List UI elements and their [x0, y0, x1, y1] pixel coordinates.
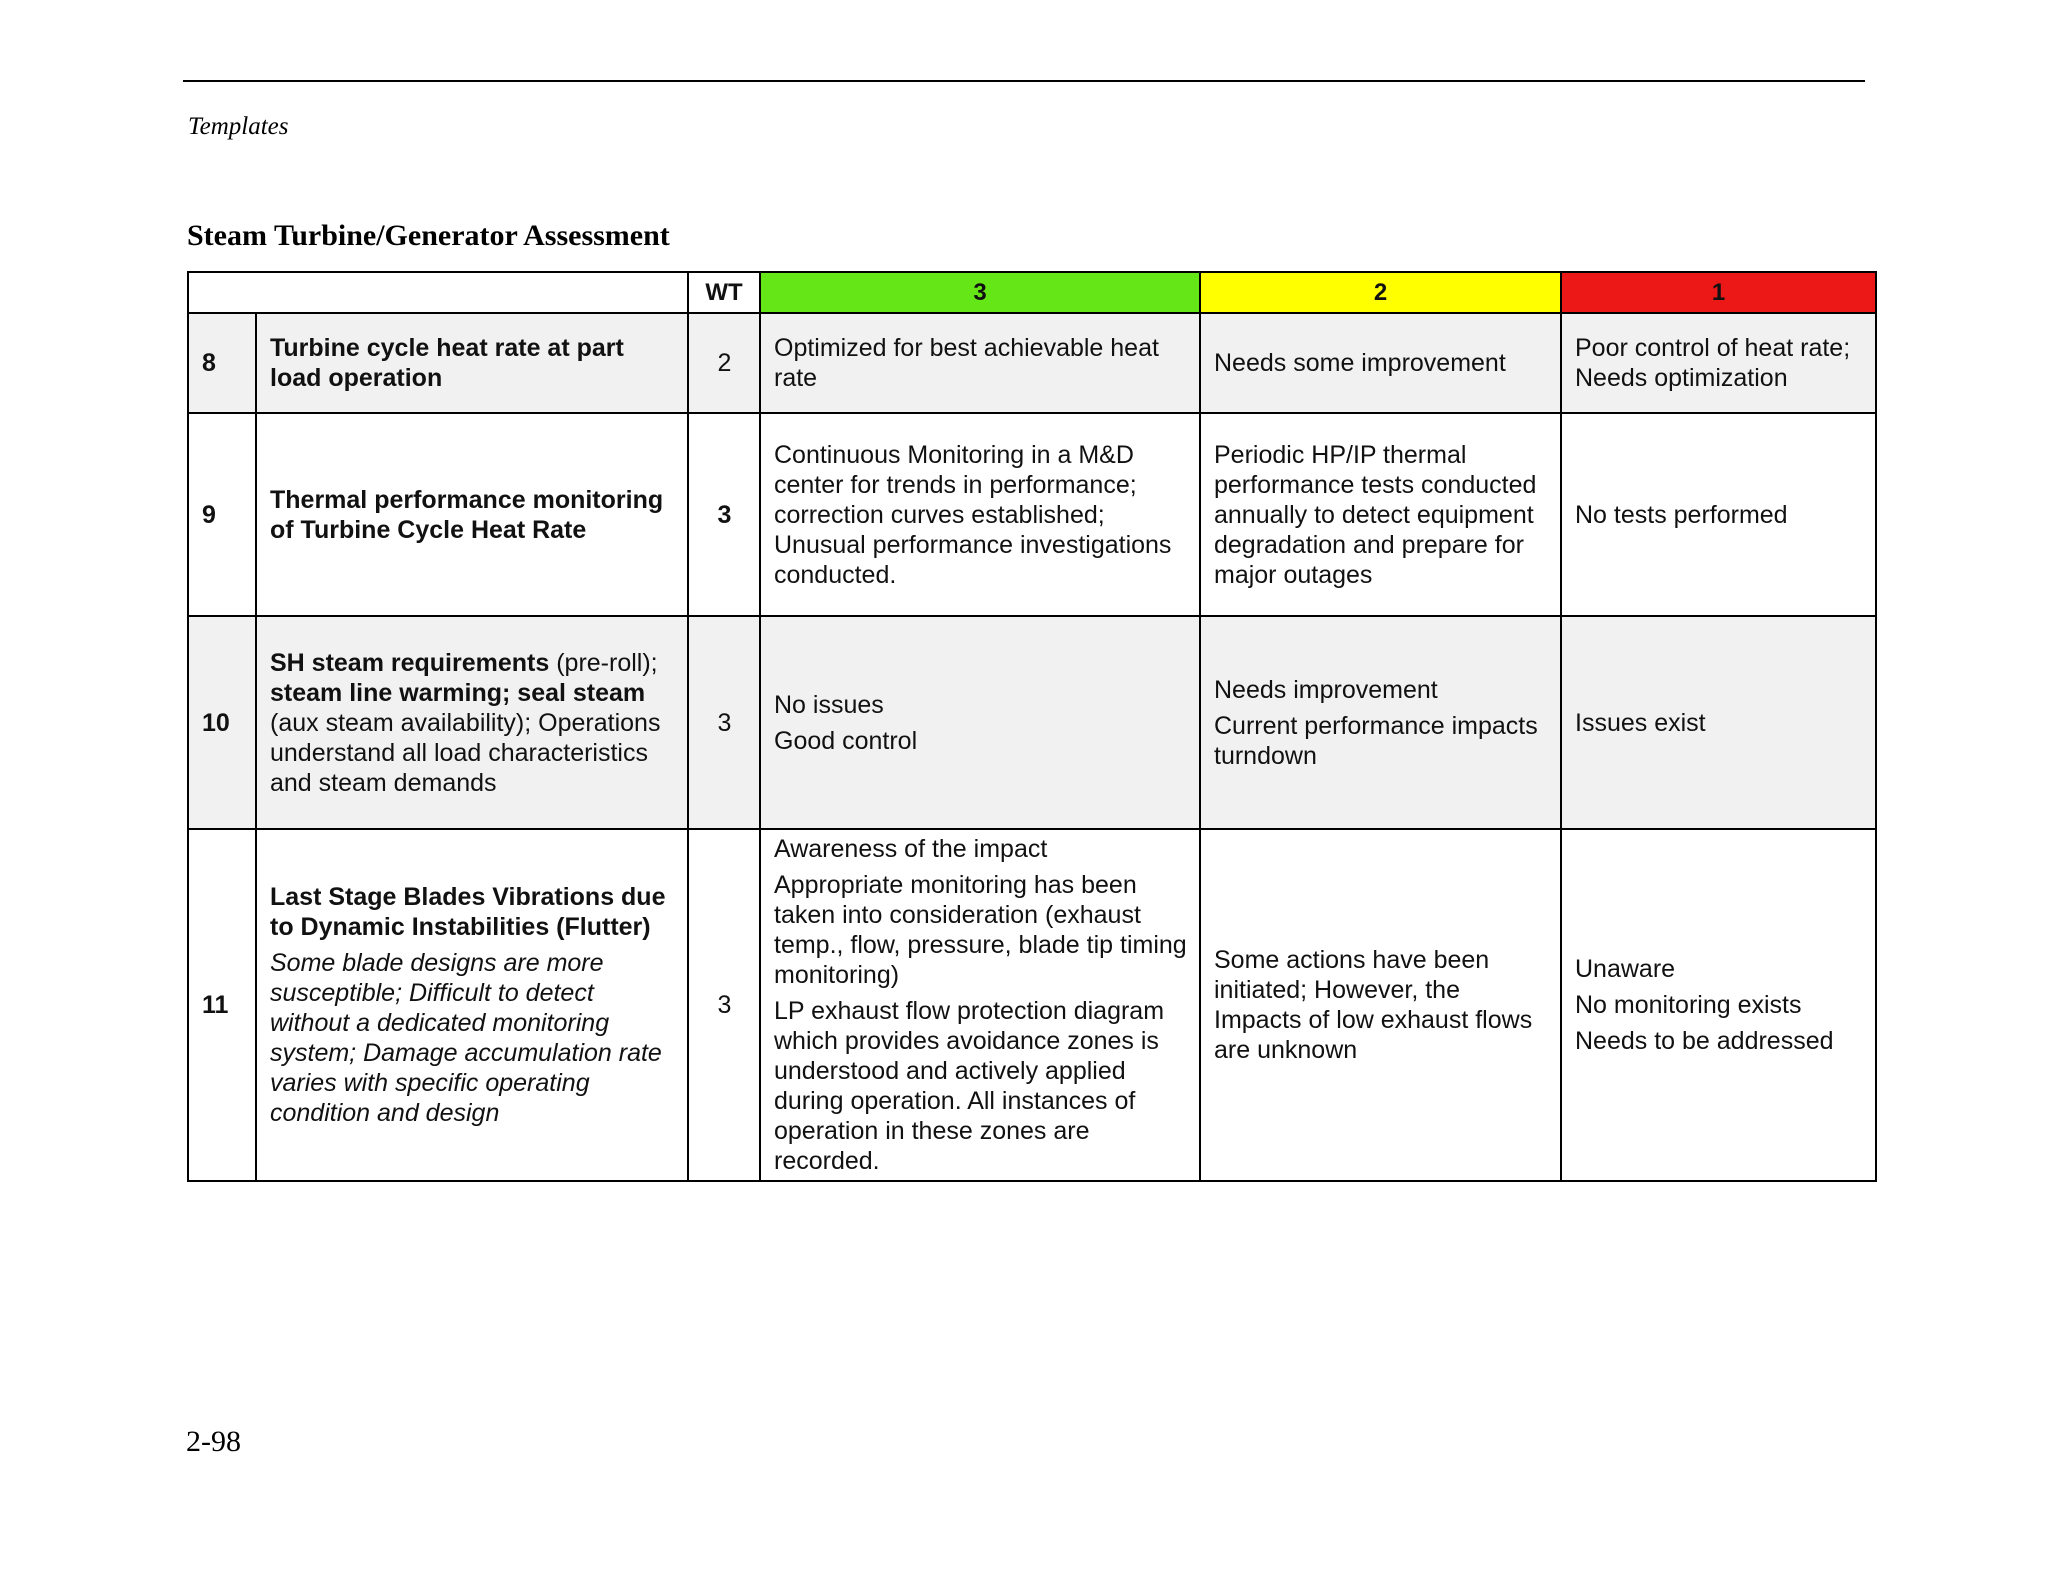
header-score-1: 1 — [1561, 272, 1876, 313]
criteria-line: Needs improvement — [1214, 675, 1438, 704]
score-3-criteria — [760, 616, 1200, 829]
header-score-2: 2 — [1200, 272, 1561, 313]
row-number: 8 — [188, 313, 256, 413]
table-row — [188, 313, 1876, 413]
criteria-line: Current performance impacts turndown — [1214, 711, 1538, 770]
score-3-criteria: Continuous Monitoring in a M&D center for trends in performance; correction curves established; Unusual performance investigations conducted. — [760, 413, 1200, 616]
weight-value: 2 — [688, 313, 760, 413]
row-number: 9 — [188, 413, 256, 616]
score-1-criteria: Issues exist — [1561, 616, 1876, 829]
score-1-criteria: No tests performed — [1561, 413, 1876, 616]
table-row — [188, 829, 1876, 1181]
assessment-item — [256, 616, 688, 829]
page-number: 2-98 — [186, 1425, 241, 1458]
item-normal-part: (pre-roll); — [549, 648, 658, 677]
criteria-line: Good control — [774, 726, 918, 755]
row-number: 10 — [188, 616, 256, 829]
page-title: Steam Turbine/Generator Assessment — [187, 219, 670, 252]
header-rule — [183, 80, 1865, 82]
running-head: Templates — [188, 113, 289, 140]
assessment-item — [256, 829, 688, 1181]
header-score-3: 3 — [760, 272, 1200, 313]
score-3-criteria — [760, 829, 1200, 1181]
weight-value: 3 — [688, 829, 760, 1181]
header-wt: WT — [688, 272, 760, 313]
weight-value: 3 — [688, 616, 760, 829]
criteria-line: No monitoring exists — [1575, 991, 1802, 1019]
score-1-criteria: Poor control of heat rate; Needs optimization — [1561, 313, 1876, 413]
assessment-table — [187, 271, 1877, 1182]
item-italic-note: Some blade designs are more susceptible; Difficult to detect without a dedicated monitoring system; Damage accumulation rate varies with specific operating condition and design — [270, 949, 662, 1127]
table-header-row — [188, 272, 1876, 313]
criteria-line: Awareness of the impact — [774, 835, 1048, 863]
assessment-item: Turbine cycle heat rate at part load operation — [256, 313, 688, 413]
table-row — [188, 413, 1876, 616]
header-blank-cell — [188, 272, 688, 313]
criteria-line: Appropriate monitoring has been taken into consideration (exhaust temp., flow, pressure, blade tip timing monitoring) — [774, 871, 1187, 989]
score-2-criteria: Periodic HP/IP thermal performance tests conducted annually to detect equipment degradation and prepare for major outages — [1200, 413, 1561, 616]
weight-value: 3 — [688, 413, 760, 616]
item-bold-part: steam line warming; seal steam — [270, 678, 646, 707]
score-2-criteria: Some actions have been initiated; However, the Impacts of low exhaust flows are unknown — [1200, 829, 1561, 1181]
row-number: 11 — [188, 829, 256, 1181]
criteria-line: Unaware — [1575, 955, 1676, 983]
table-row — [188, 616, 1876, 829]
criteria-line: No issues — [774, 690, 884, 719]
score-2-criteria — [1200, 616, 1561, 829]
criteria-line: Needs to be addressed — [1575, 1027, 1834, 1055]
item-bold-part: Last Stage Blades Vibrations due to Dynamic Instabilities (Flutter) — [270, 883, 666, 941]
score-1-criteria — [1561, 829, 1876, 1181]
score-3-criteria: Optimized for best achievable heat rate — [760, 313, 1200, 413]
criteria-line: LP exhaust flow protection diagram which provides avoidance zones is understood and actively applied during operation. All instances of operation in these zones are recorded. — [774, 997, 1165, 1175]
assessment-item: Thermal performance monitoring of Turbine Cycle Heat Rate — [256, 413, 688, 616]
score-2-criteria: Needs some improvement — [1200, 313, 1561, 413]
item-normal-part: (aux steam availability); Operations understand all load characteristics and steam demands — [270, 708, 661, 797]
item-bold-part: SH steam requirements — [270, 648, 550, 677]
